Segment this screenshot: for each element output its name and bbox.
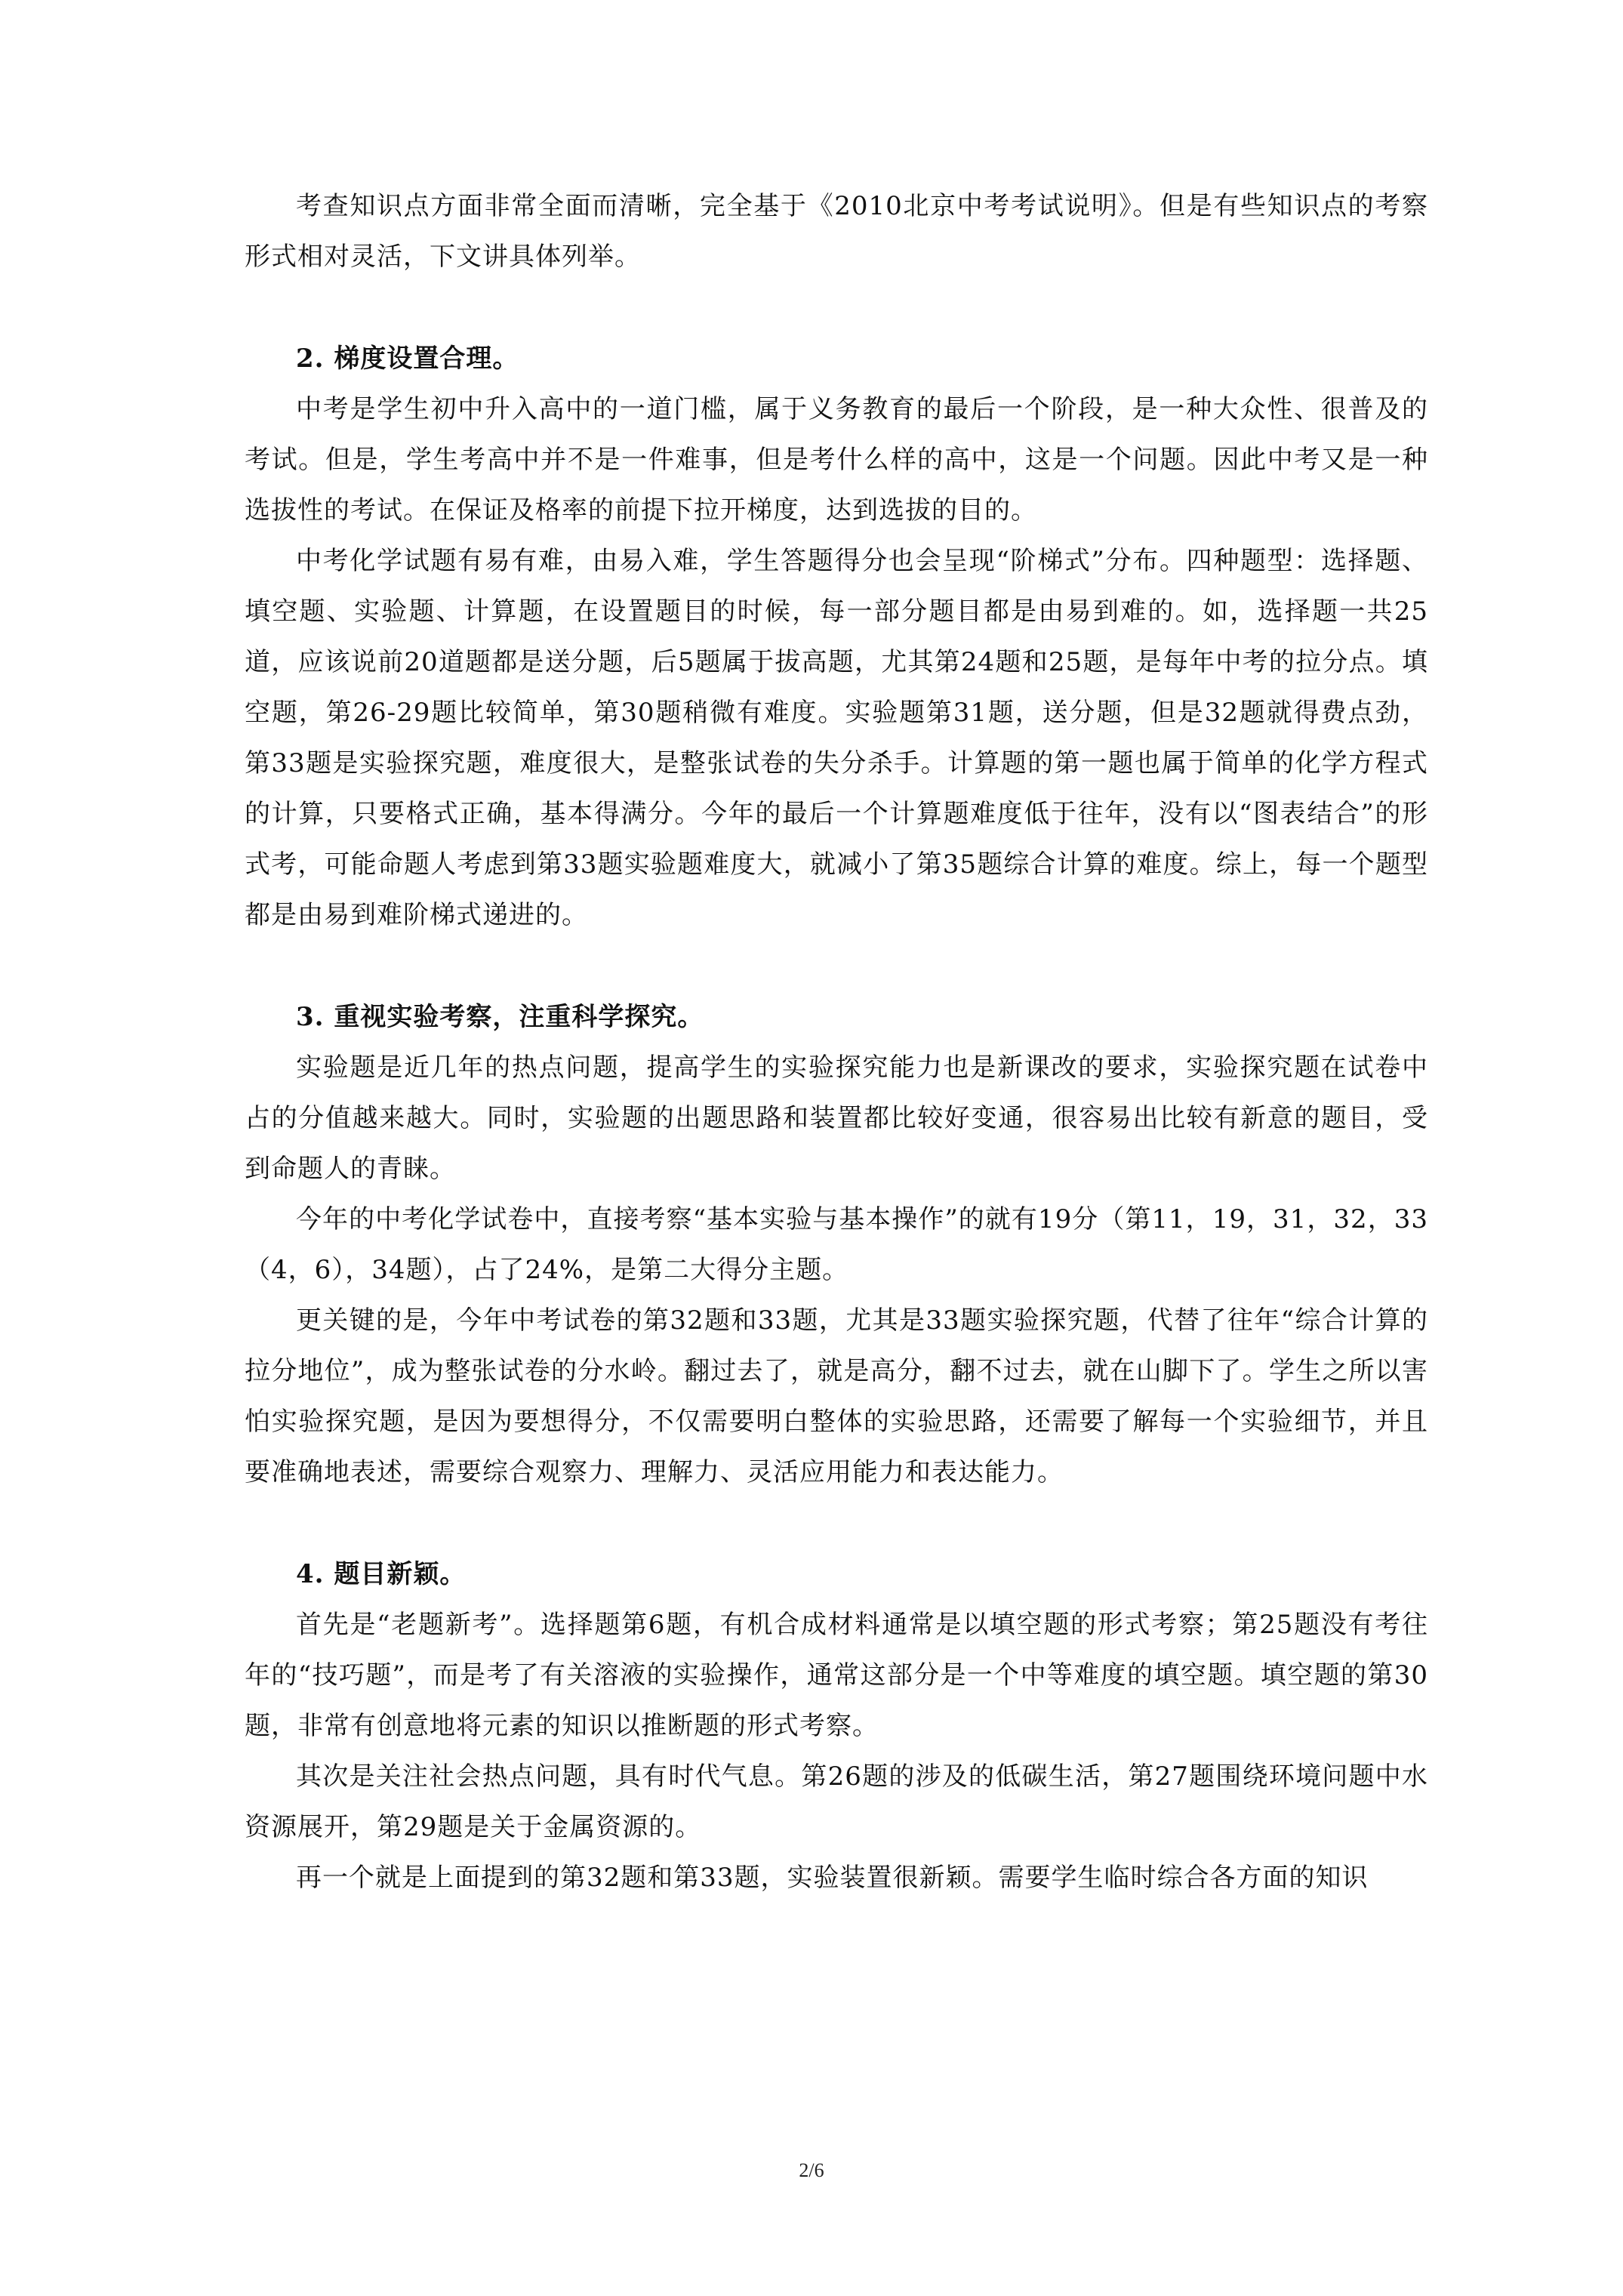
paragraph-2-2: 中考化学试题有易有难，由易入难，学生答题得分也会呈现“阶梯式”分布。四种题型：选择题、填空题、实验题、计算题，在设置题目的时候，每一部分题目都是由易到难的。如，选择题一共25道，应该说前20道题都是送分题，后5题属于拔高题，尤其第24题和25题，是每年中考的拉分点。填空题，第26-29题比较简单，第30题稍微有难度。实验题第31题，送分题，但是32题就得费点劲，第33题是实验探究题，难度很大，是整张试卷的失分杀手。计算题的第一题也属于简单的化学方程式的计算，只要格式正确，基本得满分。今年的最后一个计算题难度低于往年，没有以“图表结合”的形式考，可能命题人考虑到第33题实验题难度大，就减小了第35题综合计算的难度。综上，每一个题型都是由易到难阶梯式递进的。: [245, 546, 1428, 930]
section-heading-3: 3. 重视实验考察，注重科学探究。: [296, 1002, 704, 1032]
paragraph-3-1: 实验题是近几年的热点问题，提高学生的实验探究能力也是新课改的要求，实验探究题在试卷中占的分值越来越大。同时，实验题的出题思路和装置都比较好变通，很容易出比较有新意的题目，受到命题人的青睐。: [245, 1052, 1428, 1184]
spacer: [245, 282, 1428, 334]
spacer: [245, 941, 1428, 992]
paragraph-2-1: 中考是学生初中升入高中的一道门槛，属于义务教育的最后一个阶段，是一种大众性、很普及的考试。但是，学生考高中并不是一件难事，但是考什么样的高中，这是一个问题。因此中考又是一种选拔性的考试。在保证及格率的前提下拉开梯度，达到选拔的目的。: [245, 394, 1428, 525]
paragraph-intro: 考查知识点方面非常全面而清晰，完全基于《2010北京中考考试说明》。但是有些知识点的考察形式相对灵活，下文讲具体列举。: [245, 191, 1428, 272]
paragraph-4-3: 再一个就是上面提到的第32题和第33题，实验装置很新颖。需要学生临时综合各方面的知识: [296, 1863, 1369, 1893]
paragraph-3-2: 今年的中考化学试卷中，直接考察“基本实验与基本操作”的就有19分（第11，19，31，32，33（4，6），34题），占了24%，是第二大得分主题。: [245, 1204, 1428, 1285]
paragraph-3-3: 更关键的是，今年中考试卷的第32题和33题，尤其是33题实验探究题，代替了往年“综合计算的拉分地位”，成为整张试卷的分水岭。翻过去了，就是高分，翻不过去，就在山脚下了。学生之所以害怕实验探究题，是因为要想得分，不仅需要明白整体的实验思路，还需要了解每一个实验细节，并且要准确地表述，需要综合观察力、理解力、灵活应用能力和表达能力。: [245, 1305, 1428, 1487]
paragraph-4-1: 首先是“老题新考”。选择题第6题，有机合成材料通常是以填空题的形式考察；第25题没有考往年的“技巧题”，而是考了有关溶液的实验操作，通常这部分是一个中等难度的填空题。填空题的第30题，非常有创意地将元素的知识以推断题的形式考察。: [245, 1610, 1428, 1741]
spacer: [245, 1498, 1428, 1549]
section-heading-2: 2. 梯度设置合理。: [296, 344, 519, 374]
document-body: [245, 181, 1428, 1903]
paragraph-4-2: 其次是关注社会热点问题，具有时代气息。第26题的涉及的低碳生活，第27题围绕环境问题中水资源展开，第29题是关于金属资源的。: [245, 1761, 1428, 1842]
section-heading-4: 4. 题目新颖。: [296, 1559, 467, 1589]
page-number: 2/6: [799, 2159, 824, 2181]
